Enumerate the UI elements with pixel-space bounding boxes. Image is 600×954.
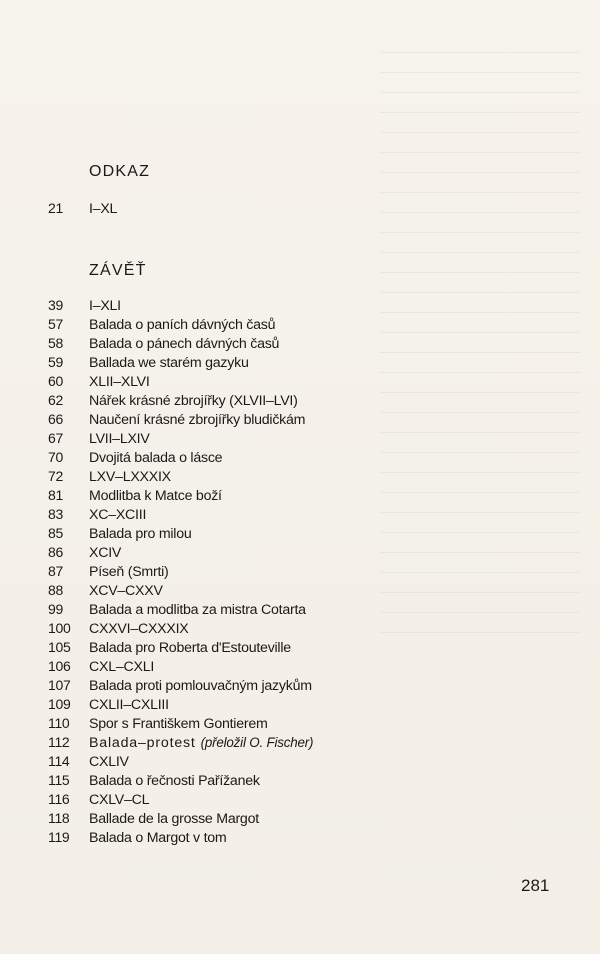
toc-entry: [48, 335, 279, 355]
entry-page-number: 115: [48, 772, 70, 788]
toc-entry: [48, 297, 121, 317]
toc-entry: [48, 468, 171, 488]
toc-entry: [48, 354, 249, 374]
toc-entry: [48, 734, 313, 754]
entry-page-number: 67: [48, 430, 63, 446]
entry-title: Spor s Františkem Gontierem: [89, 716, 268, 732]
entry-page-number: 58: [48, 335, 63, 351]
entry-title: Dvojitá balada o lásce: [89, 450, 223, 466]
entry-title: XCIV: [89, 545, 122, 561]
entry-page-number: 112: [48, 734, 70, 750]
toc-entry: [48, 392, 298, 412]
toc-entry: [48, 696, 169, 716]
entry-title: Balada o Margot v tom: [89, 830, 227, 846]
entry-page-number: 66: [48, 411, 63, 427]
toc-entry: [48, 677, 312, 697]
toc-entry: [48, 563, 169, 583]
entry-title: Modlitba k Matce boží: [89, 488, 222, 504]
entry-page-number: 83: [48, 506, 63, 522]
toc-entry: [48, 658, 154, 678]
entry-title: CXL–CXLI: [89, 659, 155, 675]
entry-page-number: 85: [48, 525, 63, 541]
entry-title: I–XLI: [89, 298, 121, 314]
section-heading-odkaz: ODKAZ: [89, 163, 151, 180]
entry-title: LXV–LXXXIX: [89, 469, 171, 485]
entry-page-number: 99: [48, 601, 63, 617]
entry-page-number: 100: [48, 620, 71, 636]
entry-title: Balada a modlitba za mistra Cotarta: [89, 602, 306, 618]
entry-title: XCV–CXXV: [89, 583, 163, 599]
entry-translator-note: (přeložil O. Fischer): [200, 735, 314, 750]
toc-entry: [48, 753, 129, 773]
entry-page-number: 57: [48, 316, 63, 332]
toc-entry: [48, 411, 305, 431]
entry-page-number: 118: [48, 810, 70, 826]
entry-title: Ballada we starém gazyku: [89, 355, 249, 371]
entry-title: CXLII–CXLIII: [89, 697, 169, 713]
entry-page-number: 110: [48, 715, 70, 731]
entry-page-number: 21: [48, 200, 63, 216]
toc-entry: [48, 810, 259, 830]
entry-title: XLII–XLVI: [89, 374, 150, 390]
entry-title: CXXVI–CXXXIX: [89, 621, 189, 637]
entry-page-number: 114: [48, 753, 70, 769]
entry-title: Balada–protest: [89, 735, 196, 751]
toc-entry: [48, 829, 226, 849]
entry-page-number: 116: [48, 791, 70, 807]
entry-title: CXLV–CL: [89, 792, 150, 808]
page-number: 281: [521, 876, 550, 895]
toc-entry: [48, 791, 149, 811]
entry-page-number: 81: [48, 487, 63, 503]
entry-page-number: 87: [48, 563, 63, 579]
toc-entry: [48, 715, 268, 735]
toc-entry: [48, 582, 163, 602]
toc-entry: [48, 620, 189, 640]
entry-page-number: 72: [48, 468, 63, 484]
entry-title: Balada o paních dávných časů: [89, 317, 276, 333]
entry-title: XC–XCIII: [89, 507, 147, 523]
toc-entry: [48, 316, 275, 336]
entry-page-number: 59: [48, 354, 63, 370]
toc-entry: [48, 639, 291, 659]
entry-title: Balada pro Roberta d'Estouteville: [89, 640, 291, 656]
toc-entry: [48, 525, 191, 545]
entry-title: Píseň (Smrti): [89, 564, 169, 580]
toc-entry: [48, 772, 260, 792]
entry-title: I–XL: [89, 201, 118, 217]
entry-title: CXLIV: [89, 754, 129, 770]
entry-page-number: 109: [48, 696, 71, 712]
entry-title: Balada o pánech dávných časů: [89, 336, 280, 352]
entry-title: Ballade de la grosse Margot: [89, 811, 259, 827]
entry-title: Balada proti pomlouvačným jazykům: [89, 678, 312, 694]
toc-entry: [48, 373, 150, 393]
entry-page-number: 60: [48, 373, 63, 389]
entry-page-number: 106: [48, 658, 71, 674]
entry-title: Nářek krásné zbrojířky (XLVII–LVI): [89, 393, 298, 409]
toc-entry: [48, 200, 117, 220]
entry-page-number: 86: [48, 544, 63, 560]
entry-title: Balada o řečnosti Pařížanek: [89, 773, 260, 789]
toc-entry: [48, 449, 222, 469]
section-heading-zavet: ZÁVĚŤ: [89, 262, 147, 279]
entry-title: Naučení krásné zbrojířky bludičkám: [89, 412, 306, 428]
toc-entry: [48, 487, 222, 507]
toc-entry: [48, 506, 146, 526]
entry-page-number: 62: [48, 392, 63, 408]
toc-entry: [48, 601, 306, 621]
entry-page-number: 70: [48, 449, 63, 465]
toc-entry: [48, 544, 121, 564]
entry-page-number: 39: [48, 297, 63, 313]
entry-title: LVII–LXIV: [89, 431, 150, 447]
entry-page-number: 107: [48, 677, 71, 693]
entry-page-number: 105: [48, 639, 71, 655]
toc-entry: [48, 430, 150, 450]
entry-page-number: 119: [48, 829, 70, 845]
entry-page-number: 88: [48, 582, 63, 598]
show-through-text: [380, 40, 580, 640]
entry-title: Balada pro milou: [89, 526, 192, 542]
